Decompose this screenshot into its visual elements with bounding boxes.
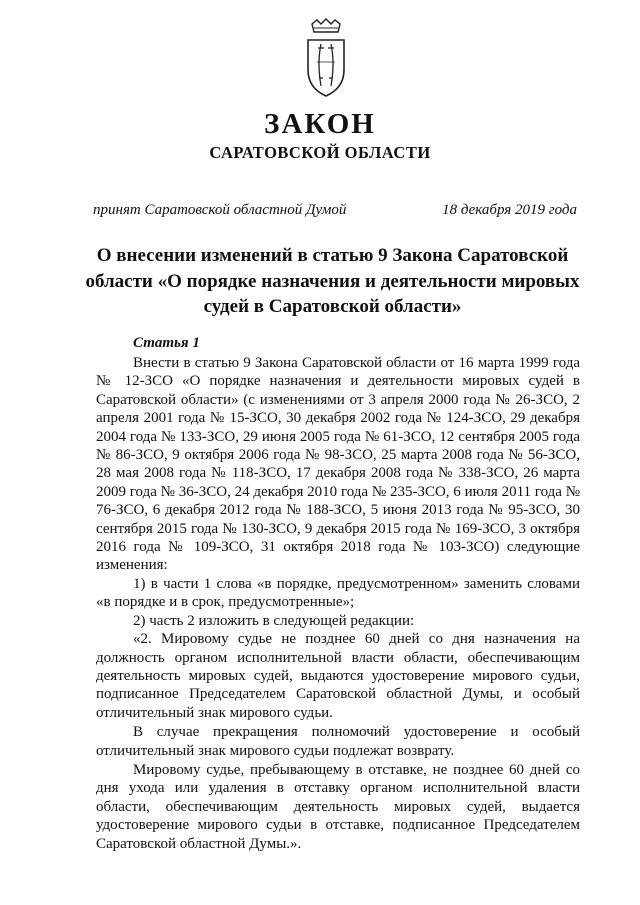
paragraph: 1) в части 1 слова «в порядке, предусмотренном» заменить словами «в порядке и в срок, предусмотренные»; xyxy=(96,575,580,611)
paragraph: Мировому судье, пребывающему в отставке, не позднее 60 дней со дня ухода или удаления в отставку органом исполнительной власти области, обеспечивающим деятельность мировых судей, выдается удостоверение мирового судьи в отставке, подписанное Председателем Саратовской областной Думы.». xyxy=(96,761,580,852)
adopted-by: принят Саратовской областной Думой xyxy=(93,202,347,218)
paragraph: «2. Мировому судье не позднее 60 дней со дня назначения на должность органом исполнительной власти области, обеспечивающим деятельность мировых судей, выдаются удостоверение мирового судьи, подписанное Председателем Саратовской областной Думы, и особый отличительный знак мирового судьи. xyxy=(96,631,580,721)
document-title: ЗАКОН xyxy=(264,108,376,140)
saratov-coat-of-arms-icon xyxy=(302,18,350,98)
paragraph: В случае прекращения полномочий удостоверение и особый отличительный знак мирового судьи подлежат возврату. xyxy=(96,724,580,759)
document-subtitle: САРАТОВСКОЙ ОБЛАСТИ xyxy=(209,143,431,162)
paragraph: Внести в статью 9 Закона Саратовской области от 16 марта 1999 года № 12-ЗСО «О порядке назначения и деятельности мировых судей в Саратовской области» (с изменениями от 3 апреля 2000 года № 26-ЗСО, 2 апреля 2001 года № 15-ЗСО, 30 декабря 2002 года № 124-ЗСО, 29 декабря 2004 года № 133-ЗСО, 29 июня 2005 года № 61-ЗСО, 12 сентября 2005 года № 86-ЗСО, 9 октября 2006 года № 98-ЗСО, 25 марта 2008 года № 56-ЗСО, 28 мая 2008 года № 118-ЗСО, 17 декабря 2008 года № 338-ЗСО, 26 марта 2009 года № 36-ЗСО, 24 декабря 2010 года № 235-ЗСО, 6 июля 2011 года № 76-ЗСО, 6 декабря 2012 года № 188-ЗСО, 5 июня 2013 года № 95-ЗСО, 30 сентября 2015 года № 130-ЗСО, 9 декабря 2015 года № 169-ЗСО, 3 октября 2016 года № 109-ЗСО, 31 октября 2018 года № 103-ЗСО) следующие изменения: xyxy=(96,355,580,574)
article-body xyxy=(96,354,580,853)
adoption-date: 18 декабря 2019 года xyxy=(442,202,577,218)
law-title: О внесении изменений в статью 9 Закона Саратовской области «О порядке назначения и деятельности мировых судей в Саратовской области» xyxy=(85,245,580,317)
paragraph: 2) часть 2 изложить в следующей редакции: xyxy=(133,612,415,629)
article-heading: Статья 1 xyxy=(133,335,200,351)
